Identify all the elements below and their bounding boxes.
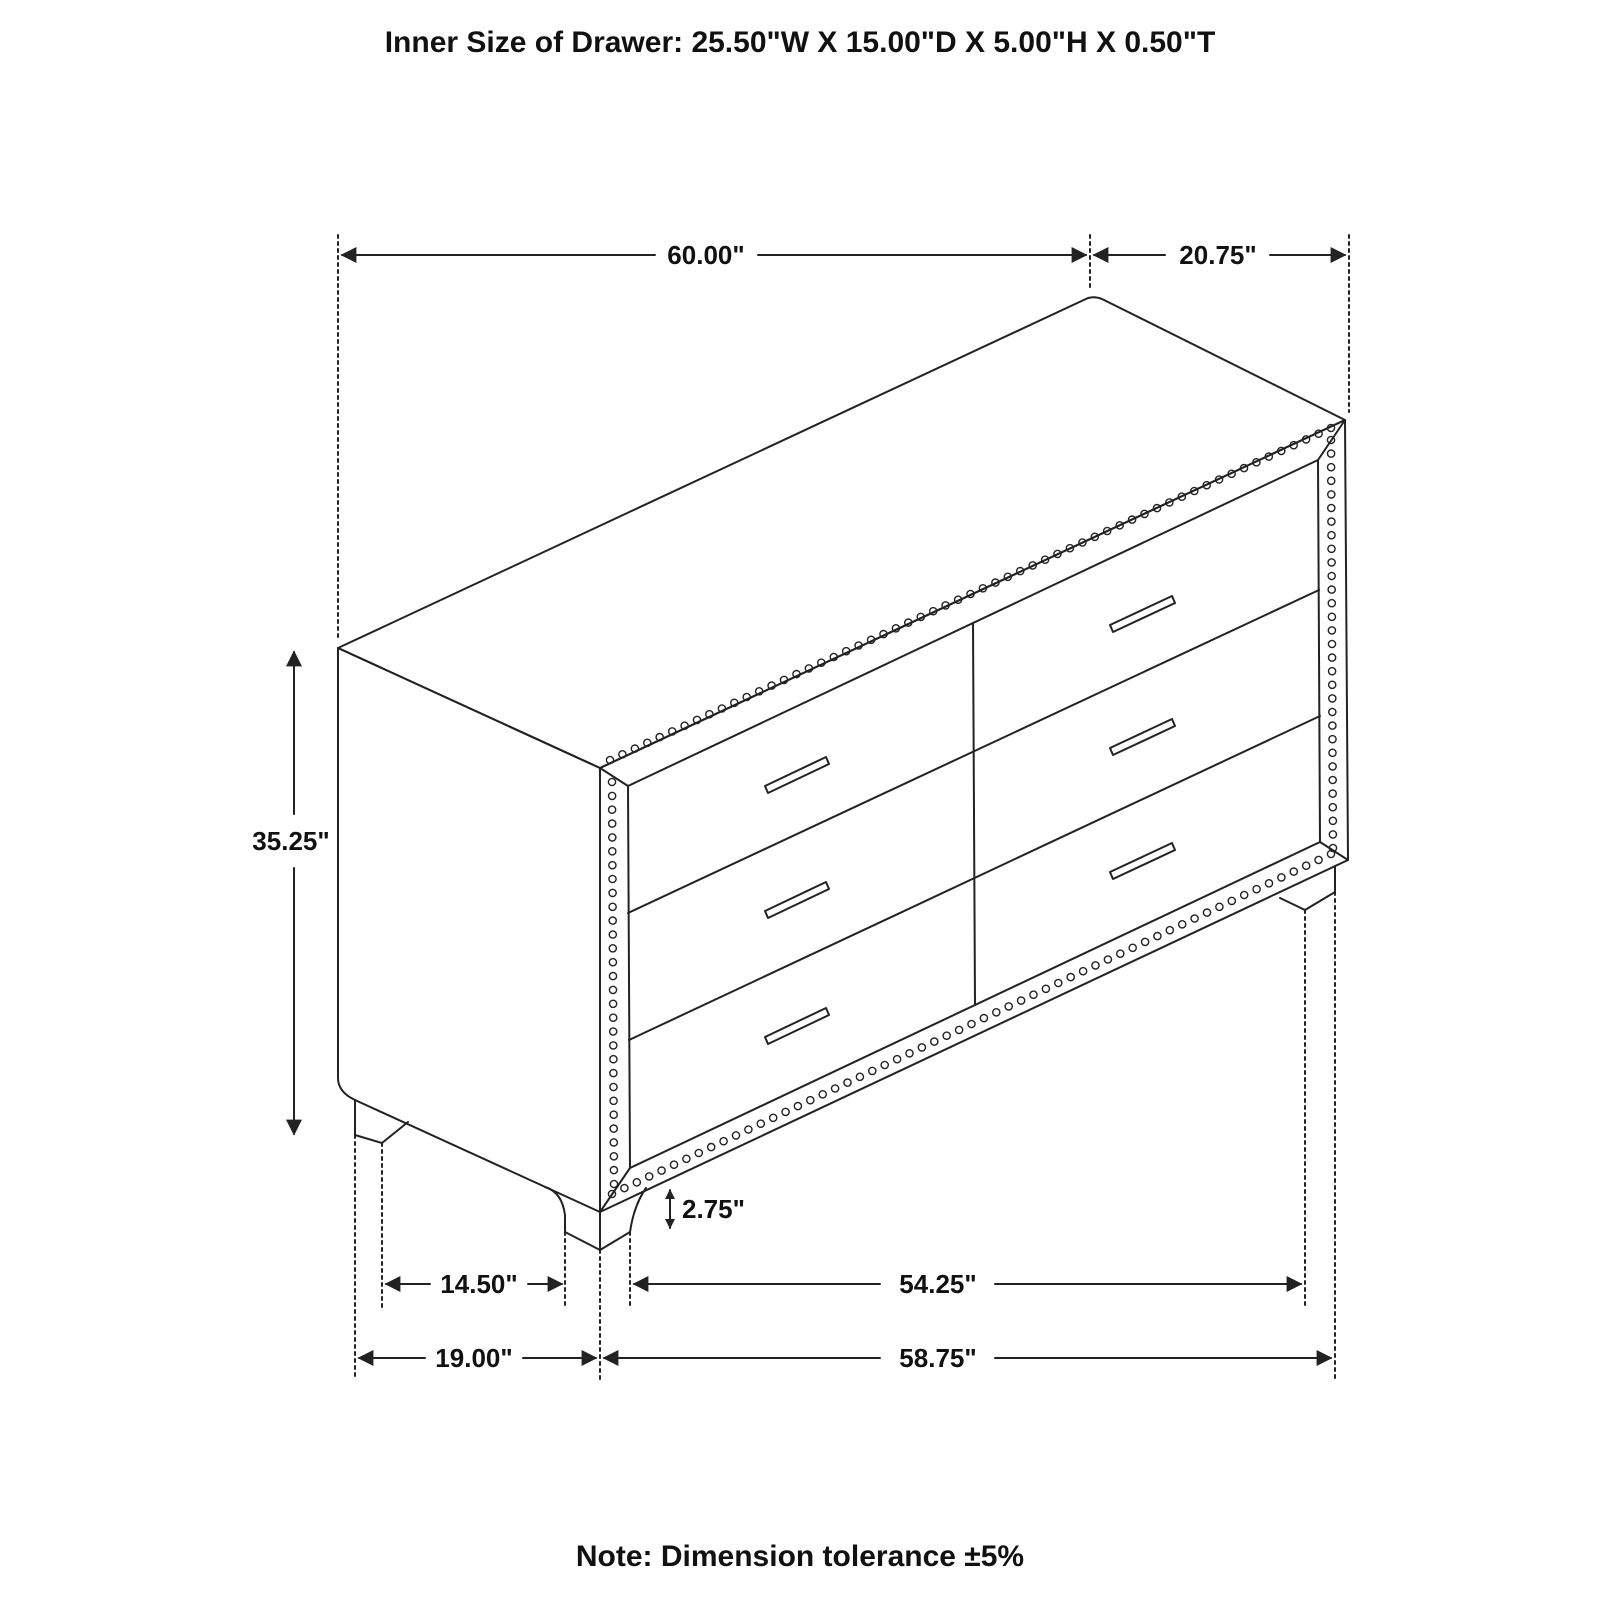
nailhead-stud: [1328, 559, 1335, 566]
nailhead-stud: [1329, 776, 1336, 783]
nailhead-stud: [819, 1091, 826, 1098]
nailhead-stud: [1328, 464, 1335, 471]
nailhead-stud: [1328, 627, 1335, 634]
nailhead-stud: [646, 1173, 653, 1180]
nailhead-stud: [610, 1083, 617, 1090]
nailhead-stud: [1104, 956, 1111, 963]
nailhead-stud: [609, 862, 616, 869]
nailhead-stud: [610, 1042, 617, 1049]
nailhead-stud: [1329, 736, 1336, 743]
nailhead-stud: [1329, 695, 1336, 702]
nailhead-stud: [1329, 749, 1336, 756]
nailhead-stud: [869, 1067, 876, 1074]
front-outer-leg-span-label: 58.75": [899, 1343, 977, 1373]
nailhead-stud: [610, 1070, 617, 1077]
nailhead-stud: [1328, 477, 1335, 484]
nailhead-stud: [610, 1125, 617, 1132]
nailhead-stud: [980, 1015, 987, 1022]
nailhead-stud: [1203, 909, 1210, 916]
nailhead-stud: [1265, 880, 1272, 887]
nailhead-stud: [1005, 1003, 1012, 1010]
nailhead-stud: [931, 1038, 938, 1045]
nailhead-stud: [1179, 921, 1186, 928]
nailhead-stud: [609, 806, 616, 813]
nailhead-stud: [1329, 831, 1336, 838]
nailhead-stud: [807, 1097, 814, 1104]
nailhead-stud: [609, 931, 616, 938]
nailhead-stud: [943, 1032, 950, 1039]
front-inner-leg-span-label: 54.25": [899, 1269, 977, 1299]
nailhead-stud: [1129, 944, 1136, 951]
nailhead-stud: [609, 792, 616, 799]
nailhead-stud: [1328, 491, 1335, 498]
nailhead-stud: [708, 1144, 715, 1151]
nailhead-stud: [610, 1111, 617, 1118]
nailhead-stud: [1328, 613, 1335, 620]
nailhead-stud: [1142, 938, 1149, 945]
nailhead-stud: [610, 1180, 617, 1187]
nailhead-stud: [609, 834, 616, 841]
nailhead-stud: [1042, 985, 1049, 992]
nailhead-stud: [881, 1061, 888, 1068]
nailhead-stud: [1303, 862, 1310, 869]
nailhead-stud: [1329, 804, 1336, 811]
nailhead-stud: [1092, 962, 1099, 969]
nailhead-stud: [608, 778, 615, 785]
nailhead-stud: [968, 1020, 975, 1027]
nailhead-stud: [1329, 668, 1336, 675]
nailhead-stud: [1241, 891, 1248, 898]
nailhead-stud: [770, 1114, 777, 1121]
nailhead-stud: [1329, 708, 1336, 715]
nailhead-stud: [1154, 933, 1161, 940]
nailhead-stud: [844, 1079, 851, 1086]
nailhead-stud: [918, 1044, 925, 1051]
nailhead-stud: [1328, 450, 1335, 457]
nailhead-stud: [670, 1161, 677, 1168]
nailhead-stud: [610, 1014, 617, 1021]
dresser-side-panel: [338, 648, 600, 1212]
nailhead-stud: [610, 1139, 617, 1146]
nailhead-stud: [1329, 654, 1336, 661]
nailhead-trim: [606, 424, 1336, 1197]
nailhead-stud: [1328, 586, 1335, 593]
nailhead-stud: [1329, 763, 1336, 770]
nailhead-stud: [1328, 572, 1335, 579]
nailhead-stud: [832, 1085, 839, 1092]
overall-width-label: 60.00": [667, 240, 745, 270]
nailhead-stud: [1329, 722, 1336, 729]
nailhead-stud: [609, 820, 616, 827]
dimension-tolerance-note: Note: Dimension tolerance ±5%: [575, 1540, 1025, 1573]
nailhead-stud: [745, 1126, 752, 1133]
nailhead-stud: [609, 959, 616, 966]
nailhead-stud: [683, 1155, 690, 1162]
nailhead-stud: [906, 1050, 913, 1057]
nailhead-stud: [1216, 903, 1223, 910]
nailhead-stud: [1080, 968, 1087, 975]
nailhead-stud: [610, 1097, 617, 1104]
nailhead-stud: [609, 903, 616, 910]
dresser-top: [338, 297, 1345, 768]
nailhead-stud: [1055, 979, 1062, 986]
nailhead-stud: [610, 1000, 617, 1007]
nailhead-stud: [1329, 790, 1336, 797]
side-outer-leg-span-label: 19.00": [435, 1343, 513, 1373]
nailhead-stud: [720, 1138, 727, 1145]
nailhead-stud: [993, 1009, 1000, 1016]
nailhead-stud: [1328, 532, 1335, 539]
nailhead-stud: [695, 1149, 702, 1156]
drawer-inner-size-title: Inner Size of Drawer: 25.50"W X 15.00"D X 5.00"H X 0.50"T: [384, 26, 1216, 59]
nailhead-stud: [609, 875, 616, 882]
nailhead-stud: [1328, 504, 1335, 511]
nailhead-stud: [956, 1026, 963, 1033]
nailhead-stud: [610, 1153, 617, 1160]
side-inner-leg-span-label: 14.50": [440, 1269, 518, 1299]
nailhead-stud: [610, 1056, 617, 1063]
nailhead-stud: [1290, 868, 1297, 875]
nailhead-stud: [1315, 856, 1322, 863]
nailhead-stud: [610, 1167, 617, 1174]
nailhead-stud: [1191, 915, 1198, 922]
nailhead-stud: [1253, 886, 1260, 893]
nailhead-stud: [1328, 640, 1335, 647]
nailhead-stud: [1228, 897, 1235, 904]
nailhead-stud: [894, 1056, 901, 1063]
leg-height-label: 2.75": [682, 1194, 745, 1224]
nailhead-stud: [610, 1028, 617, 1035]
nailhead-stud: [757, 1120, 764, 1127]
nailhead-stud: [609, 986, 616, 993]
nailhead-stud: [1067, 974, 1074, 981]
nailhead-stud: [1328, 545, 1335, 552]
nailhead-stud: [1328, 518, 1335, 525]
extension-lines: [338, 235, 1349, 1382]
nailhead-stud: [782, 1108, 789, 1115]
nailhead-stud: [732, 1132, 739, 1139]
nailhead-stud: [609, 945, 616, 952]
nailhead-stud: [1329, 681, 1336, 688]
nailhead-stud: [1030, 991, 1037, 998]
nailhead-stud: [609, 889, 616, 896]
nailhead-stud: [609, 973, 616, 980]
nailhead-stud: [609, 917, 616, 924]
nailhead-stud: [633, 1179, 640, 1186]
nailhead-stud: [658, 1167, 665, 1174]
overall-height-label: 35.25": [252, 826, 330, 856]
nailhead-stud: [1278, 874, 1285, 881]
nailhead-stud: [1328, 600, 1335, 607]
nailhead-stud: [1166, 927, 1173, 934]
nailhead-stud: [609, 848, 616, 855]
nailhead-stud: [1117, 950, 1124, 957]
overall-depth-label: 20.75": [1179, 240, 1257, 270]
drawer-center-divider: [973, 624, 975, 1005]
nailhead-stud: [1018, 997, 1025, 1004]
nailhead-stud: [1329, 817, 1336, 824]
nailhead-stud: [621, 1185, 628, 1192]
nailhead-stud: [856, 1073, 863, 1080]
nailhead-stud: [794, 1103, 801, 1110]
